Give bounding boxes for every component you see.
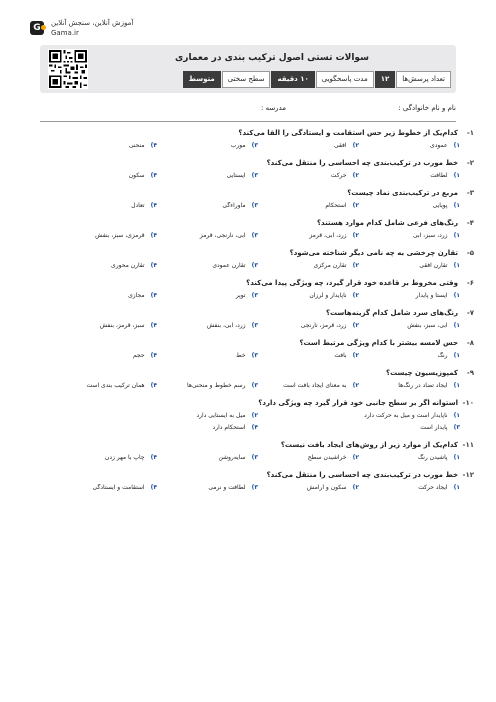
exam-title: سوالات تستی اصول ترکیب بندی در معماری (175, 53, 369, 63)
option-text: خراشیدن سطح (307, 453, 347, 461)
question-item (38, 337, 474, 367)
option-number: ۳) (251, 453, 258, 461)
option-text: قرمزی، سبز، بنفش (95, 231, 145, 239)
option-number: ۴) (150, 351, 157, 359)
option-choice[interactable] (359, 262, 460, 269)
option-number: ۲) (352, 141, 359, 149)
option-choice[interactable] (157, 142, 258, 149)
question-line (38, 397, 474, 409)
option-number: ۱) (453, 381, 460, 389)
brand-url[interactable]: Gama.ir (51, 29, 79, 37)
option-number: ۲) (352, 321, 359, 329)
option-text: ایجاد حرکت (418, 483, 448, 491)
option-text: پاشیدن رنگ (417, 453, 448, 461)
exam-info-row (182, 71, 451, 88)
question-text: وقتی مخروط بر قاعده خود قرار گیرد، چه ویژگی پیدا می‌کند؟ (246, 279, 458, 287)
option-number: ۴) (150, 171, 157, 179)
option-choice[interactable] (157, 352, 258, 359)
question-text: رنگ‌های فرعی شامل کدام موارد هستند؟ (317, 219, 458, 227)
option-text: حجم (133, 351, 145, 359)
option-choice[interactable] (359, 454, 460, 461)
option-text: زرد، آبی، قرمز (309, 231, 347, 239)
option-choice[interactable] (258, 142, 359, 149)
option-text: لطافت و نرمی (208, 483, 246, 491)
option-choice[interactable] (56, 172, 157, 179)
question-count-value: ۱۲ (375, 71, 396, 88)
option-choice[interactable] (359, 232, 460, 239)
options-row (38, 379, 474, 391)
option-number: ۴) (150, 291, 157, 299)
duration-value: ۱۰ دقیقه (271, 71, 314, 88)
option-text: زرد، آبی، بنفش (206, 321, 246, 329)
question-item (38, 439, 474, 469)
option-choice[interactable] (258, 424, 460, 431)
option-text: منحنی (128, 141, 145, 149)
option-choice[interactable] (157, 292, 258, 299)
option-choice[interactable] (56, 424, 258, 431)
question-line (38, 439, 474, 451)
option-choice[interactable] (56, 142, 157, 149)
option-choice[interactable] (258, 172, 359, 179)
options-row (38, 289, 474, 301)
options-row (38, 259, 474, 271)
option-text: آبی، نارنجی، قرمز (199, 231, 246, 239)
option-text: سکون (128, 171, 145, 179)
difficulty-label: سطح سختی (222, 71, 271, 88)
brand-name: آموزش آنلاین، سنجش آنلاین (51, 19, 134, 27)
option-number: ۱) (453, 231, 460, 239)
option-number: ۳) (251, 351, 258, 359)
option-text: تقارن افقی (419, 261, 448, 269)
option-number: ۱) (453, 453, 460, 461)
options-row (38, 349, 474, 361)
qr-code-icon (48, 49, 88, 89)
option-text: میل به ایستایی دارد (196, 411, 246, 419)
option-text: مورب (230, 141, 246, 149)
option-choice[interactable] (359, 202, 460, 209)
option-choice[interactable] (258, 202, 359, 209)
option-number: ۳) (251, 141, 258, 149)
option-choice[interactable] (157, 172, 258, 179)
question-line (38, 187, 474, 199)
option-choice[interactable] (258, 262, 359, 269)
option-text: تقارن مرکزی (313, 261, 347, 269)
option-text: ناپایدار است و میل به حرکت دارد (364, 411, 448, 419)
option-number: ۲) (352, 231, 359, 239)
question-item (38, 217, 474, 247)
option-text: زرد، سبز، آبی (412, 231, 448, 239)
option-number: ۳) (251, 321, 258, 329)
option-text: بافت (334, 351, 347, 359)
question-number: ۱۰- (462, 399, 474, 407)
option-choice[interactable] (56, 484, 157, 491)
options-row (38, 319, 474, 331)
question-text: کدام‌یک از خطوط زیر حس استقامت و ایستادگی را القا می‌کند؟ (238, 129, 458, 137)
question-number: ۹- (466, 369, 474, 377)
question-text: استوانه اگر بر سطح جانبی خود قرار گیرد چه ویژگی دارد؟ (258, 399, 458, 407)
options-row (38, 199, 474, 211)
student-info (40, 104, 456, 116)
option-number: ۲) (251, 411, 258, 419)
option-number: ۴) (150, 261, 157, 269)
option-text: تقارن عمودی (212, 261, 246, 269)
option-text: پویایی (432, 201, 448, 209)
option-number: ۴) (150, 141, 157, 149)
option-choice[interactable] (258, 412, 460, 419)
question-item (38, 247, 474, 277)
student-name-label: نام و نام خانوادگی : (398, 104, 456, 112)
option-number: ۴) (150, 231, 157, 239)
option-number: ۲) (352, 483, 359, 491)
option-number: ۴) (150, 453, 157, 461)
option-number: ۴) (150, 483, 157, 491)
option-number: ۱) (453, 411, 460, 419)
option-text: همان ترکیب بندی است (86, 381, 145, 389)
option-text: توپر (235, 291, 246, 299)
gama-logo-icon: G (30, 21, 44, 35)
option-text: سبز، قرمز، بنفش (99, 321, 145, 329)
option-choice[interactable] (258, 322, 359, 329)
option-number: ۱) (453, 321, 460, 329)
option-number: ۳) (251, 171, 258, 179)
option-number: ۱) (453, 351, 460, 359)
option-choice[interactable] (258, 352, 359, 359)
option-number: ۴) (150, 321, 157, 329)
brand-header (0, 18, 496, 44)
option-number: ۴) (251, 423, 258, 431)
question-count-label: تعداد پرسش‌ها (396, 71, 451, 88)
option-text: سکون و آرامش (306, 483, 347, 491)
option-number: ۳) (251, 231, 258, 239)
option-number: ۴) (150, 381, 157, 389)
option-choice[interactable] (157, 484, 258, 491)
question-text: کمپوزیسیون چیست؟ (386, 369, 458, 377)
option-choice[interactable] (56, 352, 157, 359)
question-text: تقارن چرخشی به چه نامی دیگر شناخته می‌شود؟ (289, 249, 458, 257)
question-text: خط مورب در ترکیب‌بندی چه احساسی را منتقل می‌کند؟ (266, 159, 458, 167)
option-choice[interactable] (56, 202, 157, 209)
option-text: استحکام دارد (212, 423, 246, 431)
option-number: ۲) (352, 201, 359, 209)
option-choice[interactable] (157, 322, 258, 329)
option-choice[interactable] (56, 262, 157, 269)
option-choice[interactable] (359, 484, 460, 491)
option-text: ماوراءگی (222, 201, 246, 209)
question-line (38, 127, 474, 139)
option-choice[interactable] (56, 382, 157, 389)
difficulty-value: متوسط (183, 71, 221, 88)
question-number: ۱- (466, 129, 474, 137)
option-choice[interactable] (258, 292, 359, 299)
option-text: استقامت و ایستادگی (92, 483, 145, 491)
option-choice[interactable] (359, 352, 460, 359)
option-choice[interactable] (157, 232, 258, 239)
option-text: عمودی (430, 141, 448, 149)
option-text: آبی، سبز، بنفش (407, 321, 448, 329)
option-choice[interactable] (157, 202, 258, 209)
option-number: ۲) (352, 261, 359, 269)
option-text: حرکت (330, 171, 347, 179)
option-text: به معنای ایجاد بافت است (283, 381, 347, 389)
option-choice[interactable] (56, 322, 157, 329)
question-line (38, 247, 474, 259)
option-number: ۳) (251, 201, 258, 209)
question-line (38, 277, 474, 289)
option-number: ۱) (453, 171, 460, 179)
option-text: رنگ (437, 351, 448, 359)
option-choice[interactable] (157, 454, 258, 461)
question-number: ۳- (466, 189, 474, 197)
question-line (38, 157, 474, 169)
divider (40, 121, 456, 122)
question-item (38, 187, 474, 217)
option-text: زرد، قرمز، نارنجی (300, 321, 347, 329)
option-choice[interactable] (258, 232, 359, 239)
option-choice[interactable] (359, 142, 460, 149)
option-text: سایه‌روشن (218, 453, 246, 461)
options-row (38, 421, 474, 433)
option-number: ۳) (453, 423, 460, 431)
option-number: ۳) (251, 381, 258, 389)
option-choice[interactable] (56, 292, 157, 299)
duration-label: مدت پاسخگویی (316, 71, 374, 88)
option-number: ۱) (453, 141, 460, 149)
option-choice[interactable] (258, 382, 359, 389)
question-item (38, 397, 474, 439)
option-text: لطافت (430, 171, 448, 179)
question-item (38, 157, 474, 187)
option-text: تقارن محوری (111, 261, 145, 269)
question-number: ۱۲- (462, 471, 474, 479)
question-number: ۲- (466, 159, 474, 167)
school-name-label: مدرسه : (260, 104, 286, 112)
question-text: کدام‌یک از موارد زیر از روش‌های ایجاد بافت نیست؟ (280, 441, 458, 449)
option-text: چاپ با مهر زدن (104, 453, 145, 461)
option-choice[interactable] (56, 412, 258, 419)
option-choice[interactable] (157, 262, 258, 269)
option-text: استحکام (325, 201, 347, 209)
option-text: پایدار است (420, 423, 448, 431)
question-number: ۴- (466, 219, 474, 227)
option-choice[interactable] (359, 322, 460, 329)
question-item (38, 307, 474, 337)
question-item (38, 469, 474, 499)
question-item (38, 367, 474, 397)
question-text: خط مورب در ترکیب‌بندی چه احساسی را منتقل می‌کند؟ (266, 471, 458, 479)
option-text: رسم خطوط و منحنی‌ها (187, 381, 246, 389)
option-number: ۲) (352, 291, 359, 299)
option-number: ۱) (453, 291, 460, 299)
option-choice[interactable] (56, 232, 157, 239)
options-row (38, 169, 474, 181)
option-number: ۱) (453, 483, 460, 491)
option-number: ۴) (150, 201, 157, 209)
question-number: ۶- (466, 279, 474, 287)
option-number: ۲) (352, 351, 359, 359)
option-number: ۳) (251, 291, 258, 299)
option-choice[interactable] (157, 382, 258, 389)
option-choice[interactable] (258, 454, 359, 461)
option-number: ۱) (453, 261, 460, 269)
options-row (38, 139, 474, 151)
question-line (38, 367, 474, 379)
option-text: ناپایدار و لرزان (309, 291, 347, 299)
question-number: ۵- (466, 249, 474, 257)
option-choice[interactable] (258, 484, 359, 491)
options-row (38, 451, 474, 463)
option-number: ۲) (352, 171, 359, 179)
question-list (38, 127, 474, 499)
option-number: ۳) (251, 483, 258, 491)
option-text: خط (236, 351, 246, 359)
option-text: ایجاد تضاد در رنگ‌ها (398, 381, 448, 389)
question-number: ۱۱- (462, 441, 474, 449)
option-choice[interactable] (359, 382, 460, 389)
options-row (38, 481, 474, 493)
question-text: رنگ‌های سرد شامل کدام گزینه‌هاست؟ (325, 309, 458, 317)
option-text: مجازی (128, 291, 145, 299)
question-text: حس لامسه بیشتر با کدام ویژگی مرتبط است؟ (299, 339, 458, 347)
question-line (38, 469, 474, 481)
option-text: ایستا و پایدار (415, 291, 448, 299)
question-text: مربع در ترکیب‌بندی نماد چیست؟ (347, 189, 458, 197)
option-choice[interactable] (359, 292, 460, 299)
option-text: تعادل (131, 201, 145, 209)
option-number: ۱) (453, 201, 460, 209)
options-row (38, 409, 474, 421)
option-number: ۲) (352, 453, 359, 461)
question-number: ۷- (466, 309, 474, 317)
option-choice[interactable] (359, 172, 460, 179)
option-number: ۲) (352, 381, 359, 389)
option-text: افقی (334, 141, 347, 149)
options-row (38, 229, 474, 241)
question-line (38, 217, 474, 229)
option-number: ۳) (251, 261, 258, 269)
option-choice[interactable] (56, 454, 157, 461)
question-item (38, 127, 474, 157)
question-line (38, 307, 474, 319)
option-text: ایستایی (226, 171, 246, 179)
question-item (38, 277, 474, 307)
question-number: ۸- (466, 339, 474, 347)
question-line (38, 337, 474, 349)
